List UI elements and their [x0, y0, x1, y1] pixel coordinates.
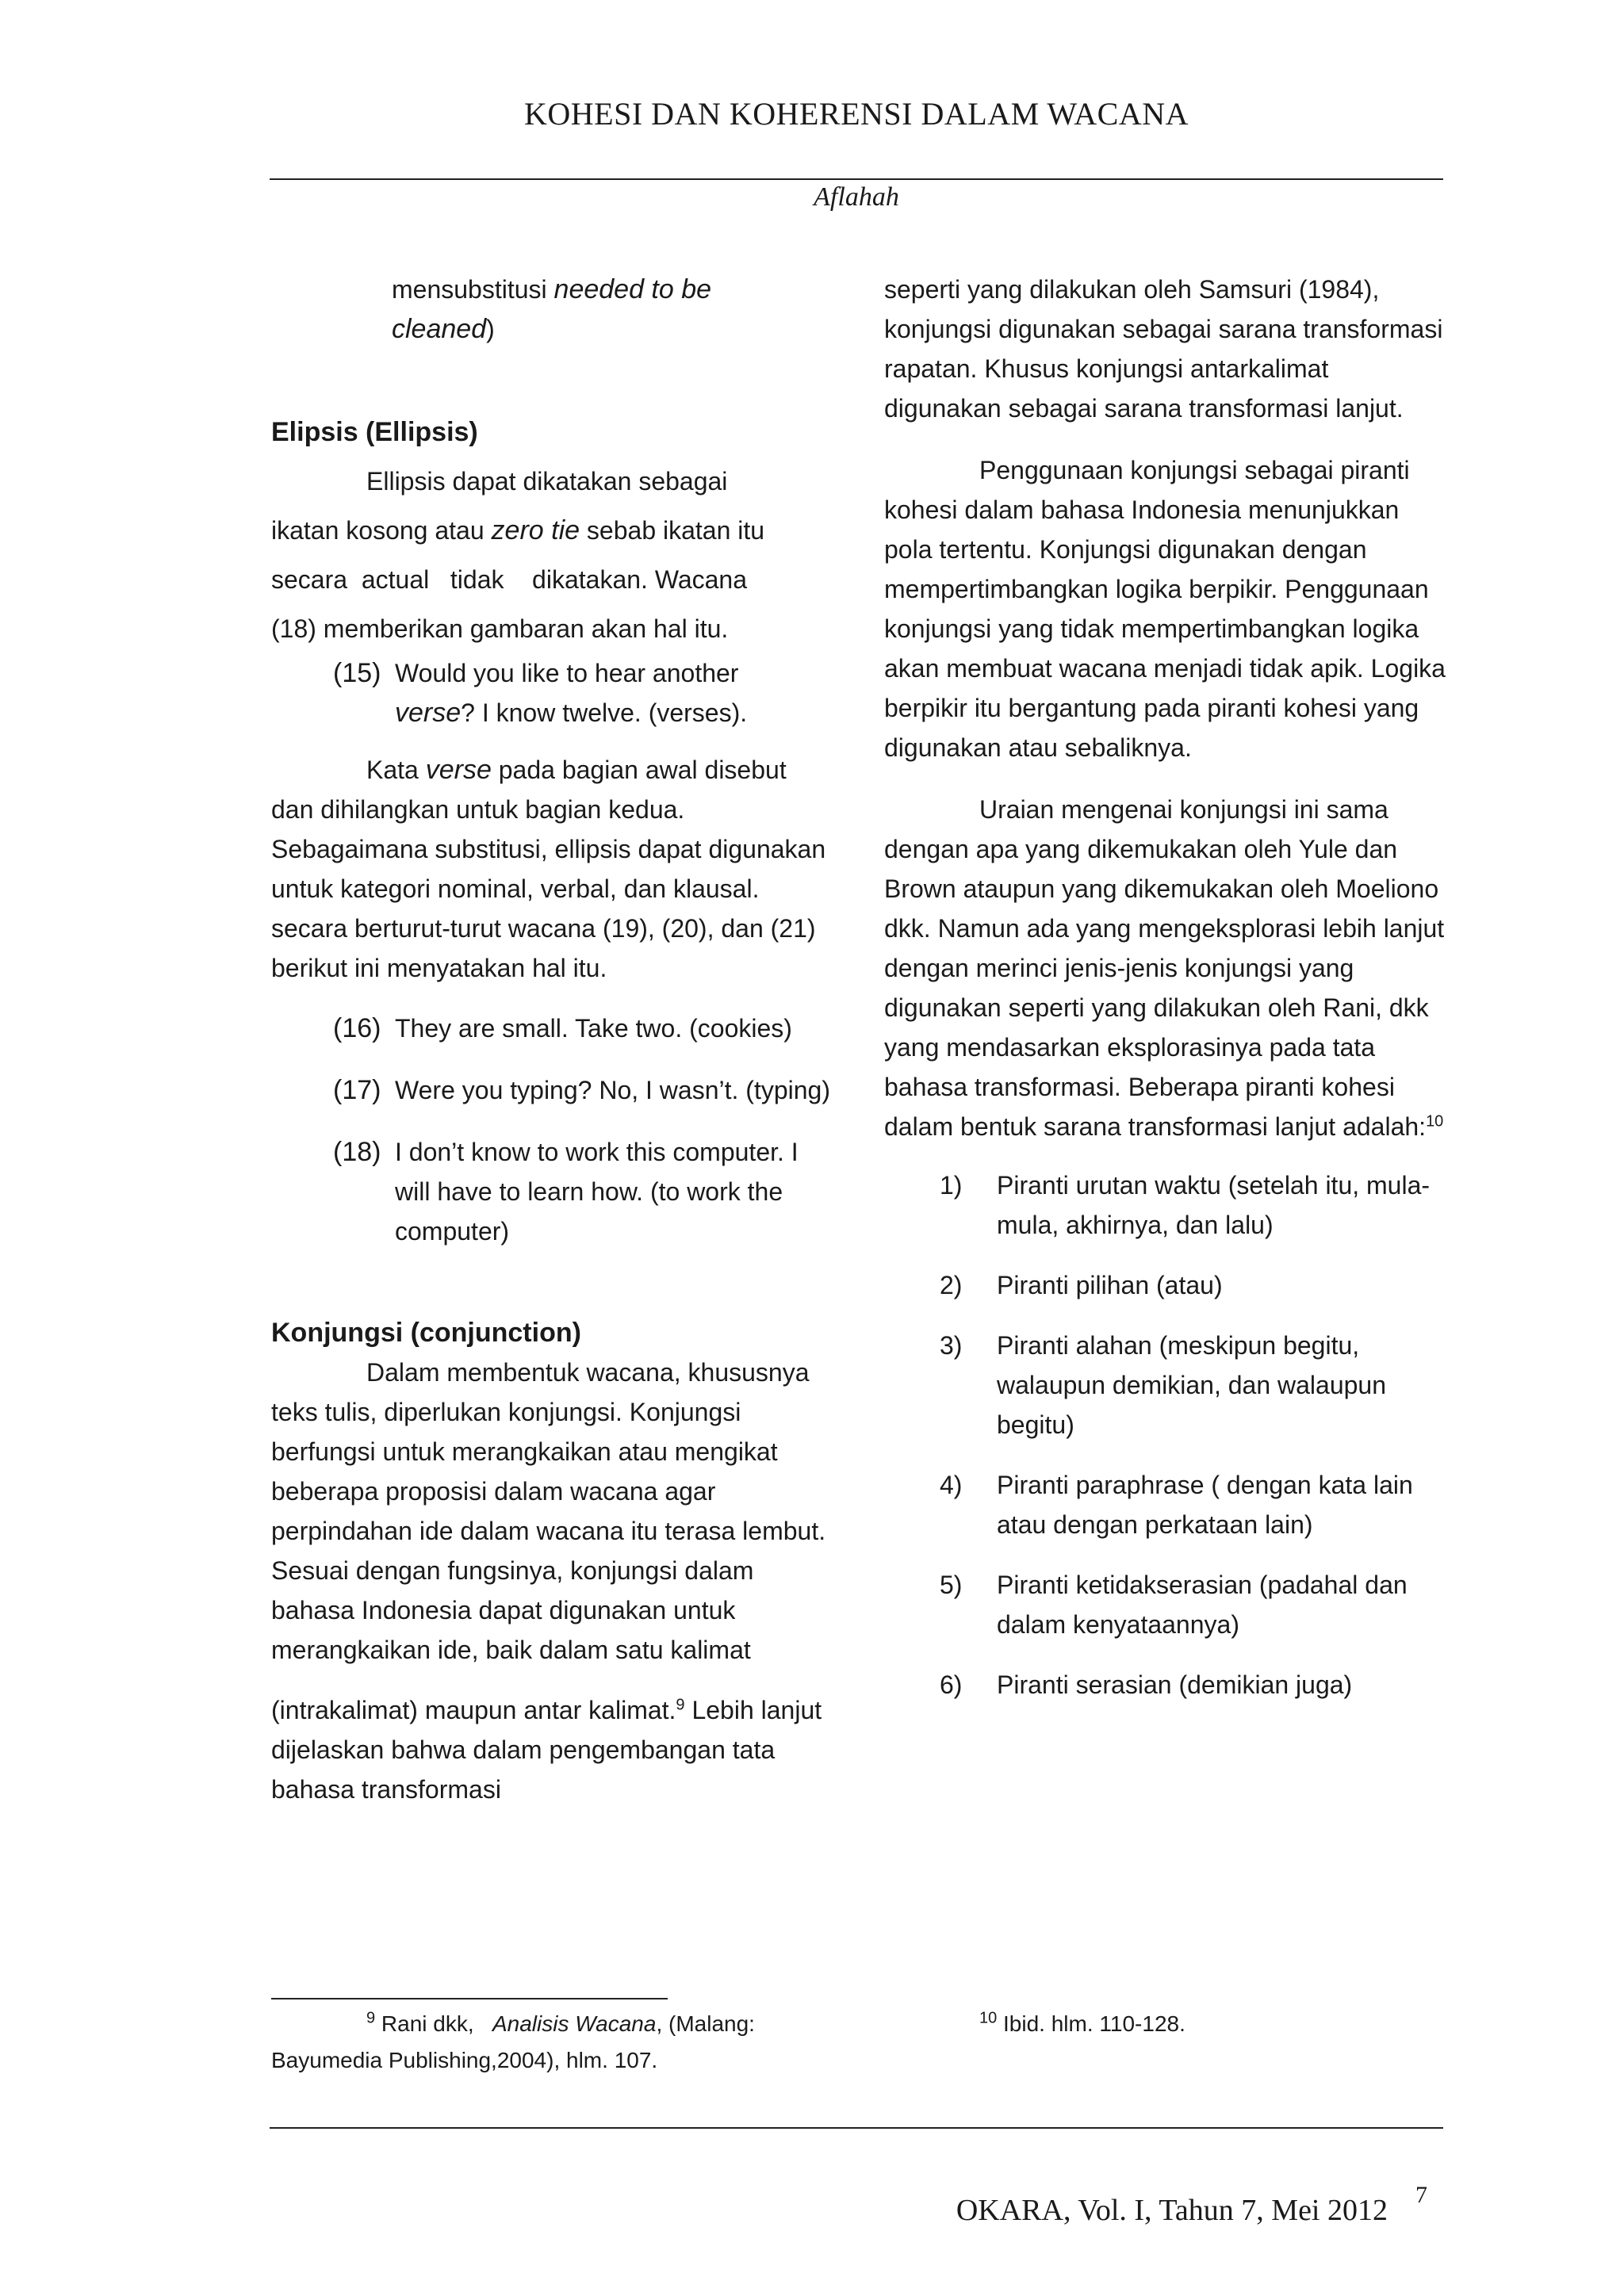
piranti-item-1: 1) Piranti urutan waktu (setelah itu, mula-mula, akhirnya, dan lalu): [940, 1171, 1431, 1239]
samsuri-paragraph: seperti yang dilakukan oleh Samsuri (1984), konjungsi digunakan sebagai sarana transformasi rapatan. Khusus konjungsi antarkalimat digunakan sebagai sarana transformasi lanjut.: [884, 275, 1443, 423]
intro-fragment: mensubstitusi needed to be cleaned): [392, 274, 712, 344]
footnote-10: $^{10}$ Ibid. hlm. 110-128.: [979, 2009, 1185, 2036]
footnote-9: $^9$ Rani dkk, Analisis Wacana, (Malang: Bayumedia Publishing,2004), hlm. 107.: [271, 2009, 755, 2072]
example-18: (18) I don’t know to work this computer. I will have to learn how. (to work the computer): [333, 1137, 799, 1246]
conjunction-paragraph: Dalam membentuk wacana, khususnya teks tulis, diperlukan konjungsi. Konjungsi berfungsi untuk merangkaikan atau mengikat beberapa proposisi dalam wacana agar perpindahan ide dalam wacana itu terasa lembut. Sesuai dengan fungsinya, konjungsi dalam bahasa Indonesia dapat digunakan untuk merangkaikan ide, baik dalam satu kalimat: [271, 1358, 826, 1664]
ellipsis-heading: Elipsis (Ellipsis): [271, 417, 478, 447]
right-column: [884, 270, 1451, 1705]
conjunction-continuation: (intrakalimat) maupun antar kalimat.$^9$ Lebih lanjut dijelaskan bahwa dalam pengembangan tata bahasa transformasi: [271, 1696, 822, 1804]
journal-citation: OKARA, Vol. I, Tahun 7, Mei 2012: [956, 2194, 1388, 2227]
piranti-kohesi-paragraph: Penggunaan konjungsi sebagai piranti kohesi dalam bahasa Indonesia menunjukkan pola tertentu. Konjungsi digunakan dengan mempertimbangkan logika berpikir. Penggunaan konjungsi yang tidak mempertimbangkan logika akan membuat wacana menjadi tidak apik. Logika berpikir itu bergantung pada piranti kohesi yang digunakan atau sebaliknya.: [884, 456, 1446, 762]
uraian-paragraph: Uraian mengenai konjungsi ini sama dengan apa yang dikemukakan oleh Yule dan Brown ataupun yang dikemukakan oleh Moeliono dkk. Namun ada yang mengeksplorasi lebih lanjut dengan merinci jenis-jenis konjungsi yang digunakan seperti yang dilakukan oleh Rani, dkk yang mendasarkan eksplorasinya pada tata bahasa transformasi. Beberapa piranti kohesi dalam bentuk sarana transformasi lanjut adalah:$^{10}$: [884, 795, 1445, 1141]
running-title: KOHESI DAN KOHERENSI DALAM WACANA: [524, 96, 1189, 132]
footnote-separator: [271, 1998, 668, 1999]
piranti-item-3: 3) Piranti alahan (meskipun begitu, walaupun demikian, dan walaupun begitu): [940, 1331, 1387, 1439]
header-rule: [270, 178, 1443, 180]
example-16: (16) They are small. Take two. (cookies): [333, 1013, 792, 1043]
author-name: Aflahah: [814, 182, 899, 212]
examples-list: [271, 1008, 830, 1251]
example-15: (15) Would you like to hear another verse? I know twelve. (verses).: [333, 658, 748, 728]
page-number: 7: [1415, 2182, 1427, 2208]
piranti-item-5: 5) Piranti ketidakserasian (padahal dan dalam kenyataannya): [940, 1571, 1408, 1639]
piranti-item-2: 2) Piranti pilihan (atau): [940, 1271, 1223, 1299]
piranti-item-4: 4) Piranti paraphrase ( dengan kata lain atau dengan perkataan lain): [940, 1471, 1413, 1539]
ellipsis-paragraph: Ellipsis dapat dikatakan sebagai ikatan kosong atau zero tie sebab ikatan itu secara actual tidak dikatakan. Wacana (18) memberikan gambaran akan hal itu.: [271, 467, 765, 643]
left-column: [271, 270, 830, 1809]
piranti-list: [884, 1165, 1451, 1705]
footer-rule: [270, 2127, 1443, 2129]
piranti-item-6: 6) Piranti serasian (demikian juga): [940, 1670, 1353, 1699]
verse-paragraph: Kata verse pada bagian awal disebut dan dihilangkan untuk bagian kedua. Sebagaimana substitusi, ellipsis dapat digunakan untuk kategori nominal, verbal, dan klausal. secara berturut-turut wacana (19), (20), dan (21) berikut ini menyatakan hal itu.: [271, 755, 826, 982]
example-17: (17) Were you typing? No, I wasn’t. (typing): [333, 1075, 830, 1105]
conjunction-heading: Konjungsi (conjunction): [271, 1318, 581, 1348]
